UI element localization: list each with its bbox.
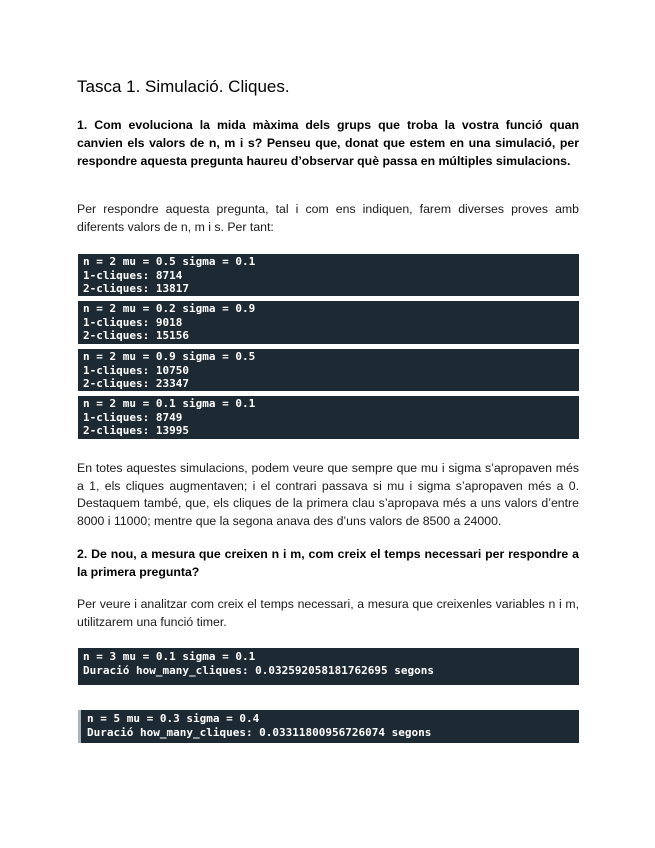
terminal-line: Duració how_many_cliques: 0.032592058181762695 segons [83, 663, 434, 677]
terminal-output-sim-3 [78, 349, 579, 391]
terminal-line: 1-cliques: 8714 [83, 268, 183, 282]
terminal-output-timer-1 [78, 648, 579, 685]
terminal-line: 2-cliques: 15156 [83, 329, 189, 343]
terminal-line: 1-cliques: 9018 [83, 315, 183, 329]
terminal-output-sim-4 [78, 396, 579, 439]
terminal-output-sim-1 [78, 254, 579, 296]
question-2: 2. De nou, a mesura que creixen n i m, com creix el temps necessari per respondre a la primera pregunta? [77, 547, 579, 579]
terminal-header: n = 2 mu = 0.9 sigma = 0.5 [83, 350, 256, 363]
terminal-header: n = 2 mu = 0.2 sigma = 0.9 [83, 302, 256, 315]
terminal-header: n = 5 mu = 0.3 sigma = 0.4 [87, 712, 260, 725]
terminal-header: n = 3 mu = 0.1 sigma = 0.1 [83, 650, 256, 663]
terminal-output-sim-2 [78, 301, 579, 344]
terminal-line: 1-cliques: 8749 [83, 410, 183, 424]
paragraph-timer-intro: Per veure i analitzar com creix el temps necessari, a mesura que creixenles variables n i m, utilitzarem una funció timer. [77, 597, 579, 629]
page-title: Tasca 1. Simulació. Cliques. [77, 77, 290, 96]
terminal-line: Duració how_many_cliques: 0.03311800956726074 segons [87, 725, 432, 739]
paragraph-intro: Per respondre aquesta pregunta, tal i com ens indiquen, farem diverses proves amb diferents valors de n, m i s. Per tant: [77, 202, 579, 234]
terminal-header: n = 2 mu = 0.1 sigma = 0.1 [83, 397, 256, 410]
terminal-header: n = 2 mu = 0.5 sigma = 0.1 [83, 255, 256, 268]
terminal-line: 2-cliques: 13995 [83, 424, 189, 438]
terminal-line: 2-cliques: 13817 [83, 282, 189, 296]
terminal-output-timer-2 [78, 710, 579, 743]
terminal-line: 2-cliques: 23347 [83, 377, 189, 391]
question-1: 1. Com evoluciona la mida màxima dels grups que troba la vostra funció quan canvien els valors de n, m i s? Penseu que, donat que estem en una simulació, per respondre aquesta pregunta haureu d’observar què passa en múltiples simulacions. [77, 118, 579, 168]
paragraph-analysis: En totes aquestes simulacions, podem veure que sempre que mu i sigma s’apropaven més a 1, els cliques augmentaven; i el contrari passava si mu i sigma s’apropaven més a 0. Destaquem també, que, els cliques de la primera clau s’apropava més a uns valors d’entre 8000 i 11000; mentre que la segona anava des d’uns valors de 8500 a 24000. [77, 461, 579, 528]
terminal-line: 1-cliques: 10750 [83, 363, 189, 377]
